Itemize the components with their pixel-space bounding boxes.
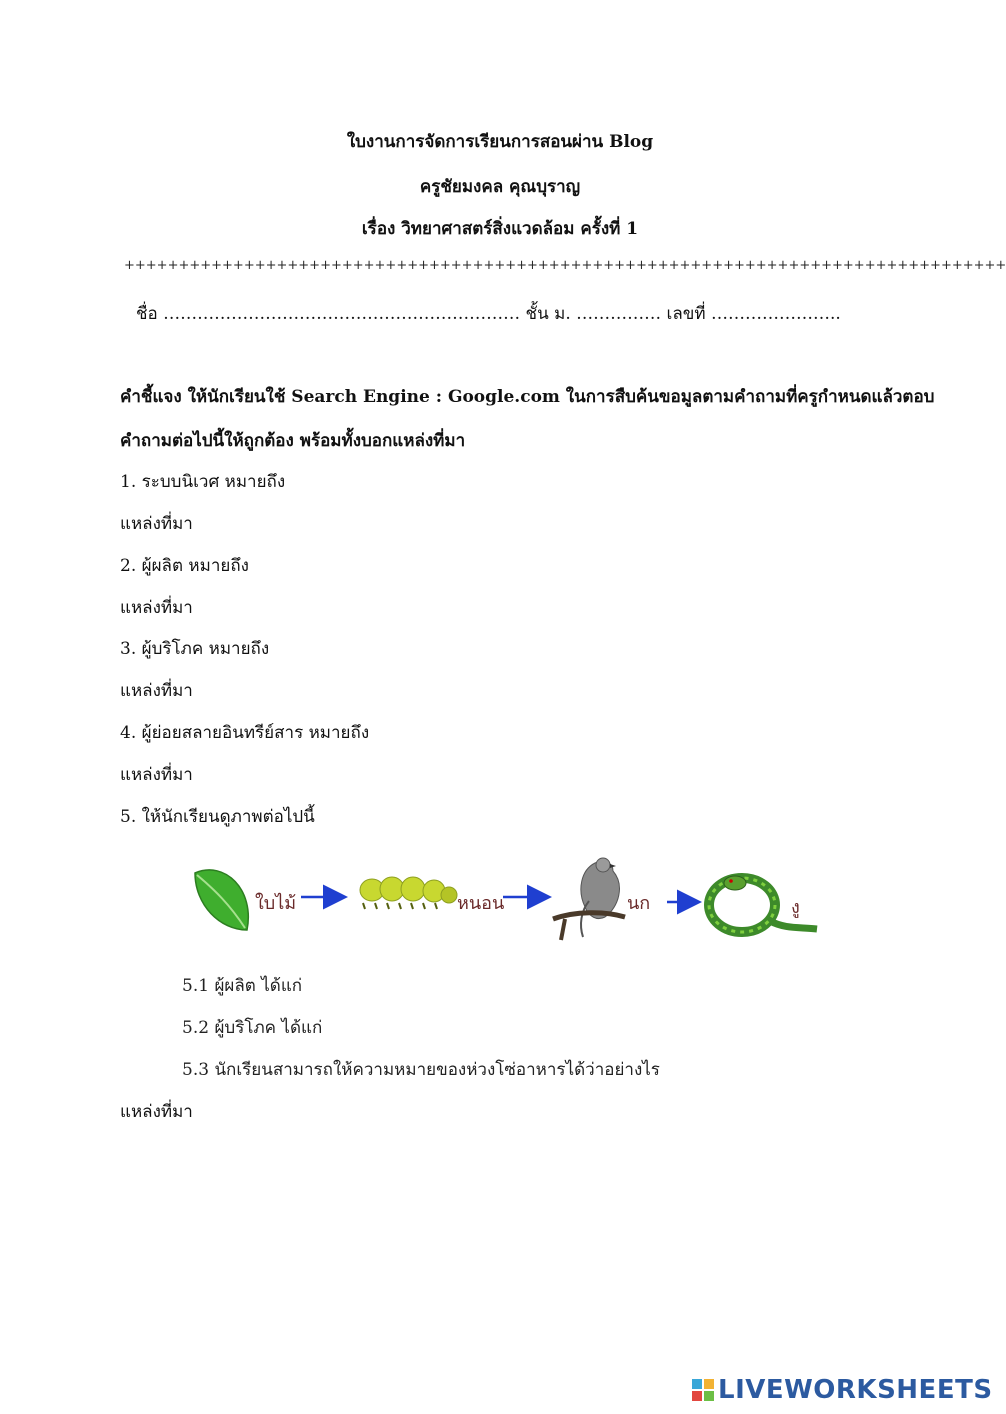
caterpillar-icon (360, 877, 457, 909)
chain-label-leaf: ใบไม้ (255, 893, 297, 914)
worksheet-title: ใบงานการจัดการเรียนการสอนผ่าน Blog (346, 132, 654, 152)
source-label-4: แหล่งที่มา (120, 765, 193, 785)
sub-question-5-1: 5.1 ผู้ผลิต ได้แก่ (182, 976, 303, 996)
question-1: 1. ระบบนิเวศ หมายถึง (120, 472, 286, 492)
plus-separator: +++++++++++++++++++++++++++++++++++++++++++++++++++++++++++++++++++++++++++++++++ (124, 258, 1006, 273)
leaf-icon (195, 870, 248, 930)
teacher-name: ครูชัยมงคล คุณบุราญ (419, 177, 581, 197)
source-label-2: แหล่งที่มา (120, 598, 193, 618)
question-4: 4. ผู้ย่อยสลายอินทรีย์สาร หมายถึง (120, 723, 370, 743)
source-label-3: แหล่งที่มา (120, 681, 193, 701)
instructions-line-2: คำถามต่อไปนี้ให้ถูกต้อง พร้อมทั้งบอกแหล่งที่มา (120, 431, 466, 451)
chain-label-caterpillar: หนอน (457, 893, 505, 914)
sub-question-5-3: 5.3 นักเรียนสามารถให้ความหมายของห่วงโซ่อาหารได้ว่าอย่างไร (182, 1060, 660, 1080)
student-info-line: ชื่อ ……………………………………………………… ชั้น ม. …………… เลขที่ ………………….. (136, 304, 841, 324)
question-3: 3. ผู้บริโภค หมายถึง (120, 639, 270, 659)
chain-label-snake: งู (791, 897, 800, 918)
instructions-line-1: คำชี้แจง ให้นักเรียนใช้ Search Engine : Google.com ในการสืบค้นขอมูลตามคำถามที่ครูกำหนดแล้วตอบ (120, 387, 935, 407)
source-label-1: แหล่งที่มา (120, 514, 193, 534)
liveworksheets-logo (692, 1375, 993, 1405)
bird-icon (553, 858, 625, 940)
question-5: 5. ให้นักเรียนดูภาพต่อไปนี้ (120, 807, 315, 827)
liveworksheets-icon (692, 1379, 714, 1401)
question-2: 2. ผู้ผลิต หมายถึง (120, 556, 249, 576)
food-chain-figure (185, 845, 835, 955)
sub-question-5-2: 5.2 ผู้บริโภค ได้แก่ (182, 1018, 323, 1038)
chain-label-bird: นก (627, 893, 651, 914)
liveworksheets-brand-text: LIVEWORKSHEETS (718, 1375, 993, 1405)
snake-icon (709, 876, 817, 932)
source-label-5: แหล่งที่มา (120, 1102, 193, 1122)
topic-title: เรื่อง วิทยาศาสตร์สิ่งแวดล้อม ครั้งที่ 1 (361, 219, 639, 239)
